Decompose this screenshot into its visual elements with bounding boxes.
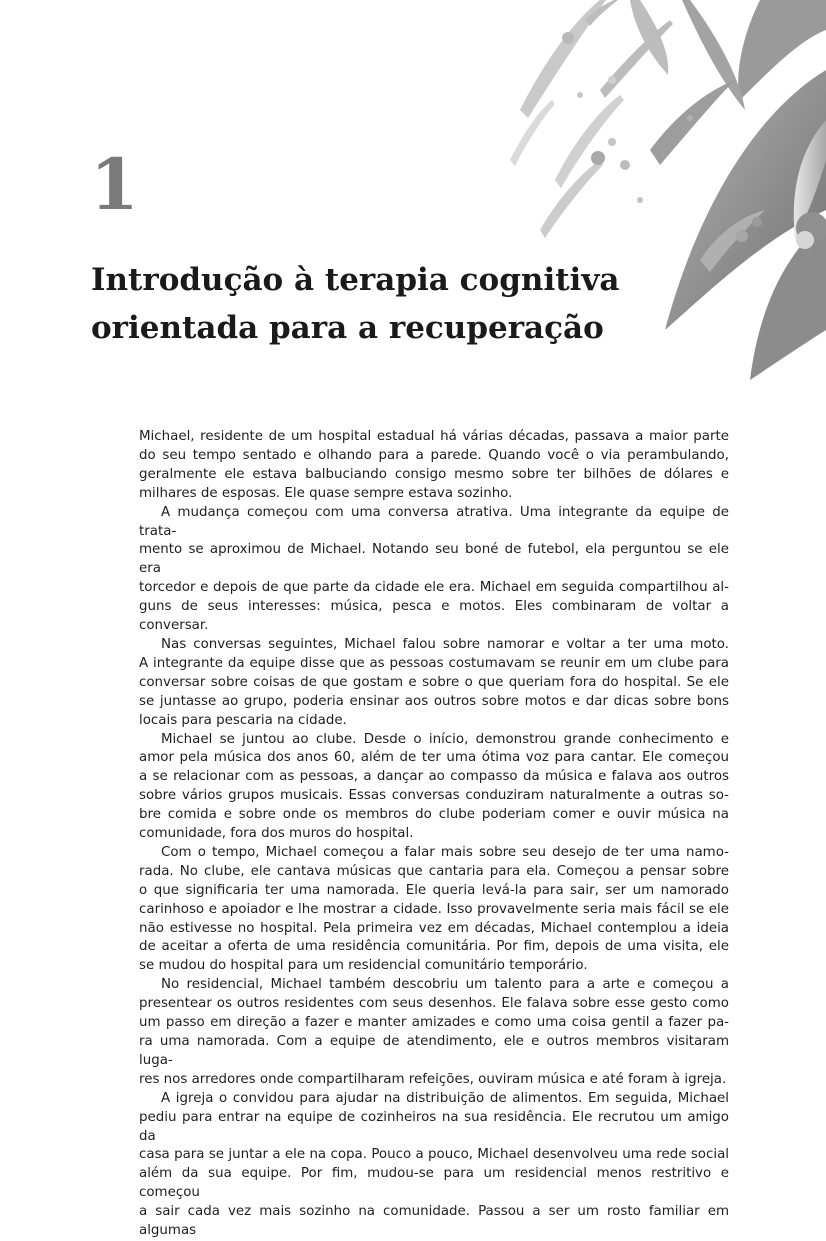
paragraph-line: se juntasse ao grupo, poderia ensinar aos outros sobre motos e dar dicas sobre bons (139, 693, 729, 709)
paragraph-line: guns de seus interesses: música, pesca e motos. Eles combinaram de voltar a conversar. (139, 599, 729, 634)
chapter-title (91, 256, 651, 352)
paragraph-line: milhares de esposas. Ele quase sempre estava sozinho. (139, 485, 513, 501)
paragraph-line: conversar sobre coisas de que gostam e sobre o que queriam fora do hospital. Se ele (139, 674, 729, 690)
paragraph-line: Nas conversas seguintes, Michael falou sobre namorar e voltar a ter uma moto. (161, 636, 729, 652)
paragraph-line: ra uma namorada. Com a equipe de atendimento, ele e outros membros visitaram luga- (139, 1034, 729, 1068)
paragraph-line: sobre vários grupos musicais. Essas conversas conduziram naturalmente a outras so- (139, 788, 729, 804)
paragraph-line: do seu tempo sentado e olhando para a parede. Quando você o via perambulando, (139, 447, 729, 463)
paragraph-line: não estivesse no hospital. Pela primeira vez em décadas, Michael contemplou a ideia (139, 920, 729, 936)
paragraph-line: torcedor e depois de que parte da cidade ele era. Michael em seguida compartilhou al- (139, 580, 729, 596)
paragraph-line: além da sua equipe. Por fim, mudou-se para um residencial menos restritivo e começou (139, 1166, 729, 1201)
paragraph-line: A integrante da equipe disse que as pessoas costumavam se reunir em um clube para (139, 655, 729, 671)
chapter-number: 1 (90, 143, 139, 226)
paragraph-line: a sair cada vez mais sozinho na comunidade. Passou a ser um rosto familiar em algumas (139, 1204, 729, 1239)
paragraph-line: bre comida e sobre onde os membros do clube poderiam comer e ouvir música na (139, 807, 729, 823)
chapter-title-line: Introdução à terapia cognitiva (91, 262, 620, 298)
paragraph-line: Michael, residente de um hospital estadual há várias décadas, passava a maior parte (139, 429, 729, 444)
paragraph-line: geralmente ele estava balbuciando consigo mesmo sobre ter bilhões de dólares e (139, 466, 729, 482)
paragraph-line: o que significaria ter uma namorada. Ele queria levá-la para sair, ser um namorado (139, 882, 729, 898)
paragraph-line: carinhoso e apoiador e lhe mostrar a cidade. Isso provavelmente seria mais fácil se ele (139, 901, 729, 917)
paragraph-line: um passo em direção a fazer e manter amizades e como uma coisa gentil a fazer pa- (139, 1015, 729, 1031)
paragraph-line: amor pela música dos anos 60, além de ter uma ótima voz para cantar. Ele começou (139, 750, 729, 766)
paragraph-line: comunidade, fora dos muros do hospital. (139, 826, 414, 842)
paragraph-line: Michael se juntou ao clube. Desde o início, demonstrou grande conhecimento e (161, 731, 729, 747)
paragraph-line: se mudou do hospital para um residencial comunitário temporário. (139, 958, 588, 974)
paragraph-line: locais para pescaria na cidade. (139, 712, 347, 728)
paragraph-line: Com o tempo, Michael começou a falar mais sobre seu desejo de ter uma namo- (161, 844, 729, 860)
paragraph-line: rada. No clube, ele cantava músicas que cantaria para ela. Começou a pensar sobre (139, 863, 729, 879)
paragraph-line: presentear os outros residentes com seus desenhos. Ele falava sobre esse gesto como (139, 996, 729, 1012)
paragraph-line: a se relacionar com as pessoas, a dançar ao compasso da música e falava aos outros (139, 769, 729, 785)
paragraph-line: res nos arredores onde compartilharam refeições, ouviram música e até foram à igreja. (139, 1071, 727, 1087)
paragraph-line: de aceitar a oferta de uma residência comunitária. Por fim, depois de uma visita, ele (139, 939, 729, 955)
paragraph-line: casa para se juntar a ele na copa. Pouco a pouco, Michael desenvolveu uma rede social (139, 1147, 729, 1163)
chapter-title-line: orientada para a recuperação (91, 310, 604, 346)
paragraph-line: pediu para entrar na equipe de cozinheiros na sua residência. Ele recrutou um amigo da (139, 1109, 729, 1144)
body-text (139, 428, 729, 1241)
paragraph-line: A igreja o convidou para ajudar na distribuição de alimentos. Em seguida, Michael (161, 1090, 729, 1106)
paragraph-line: A mudança começou com uma conversa atrativa. Uma integrante da equipe de trata- (139, 504, 729, 539)
paragraph-line: No residencial, Michael também descobriu um talento para a arte e começou a (161, 977, 729, 993)
paragraph-line: mento se aproximou de Michael. Notando seu boné de futebol, ela perguntou se ele era (139, 542, 729, 577)
